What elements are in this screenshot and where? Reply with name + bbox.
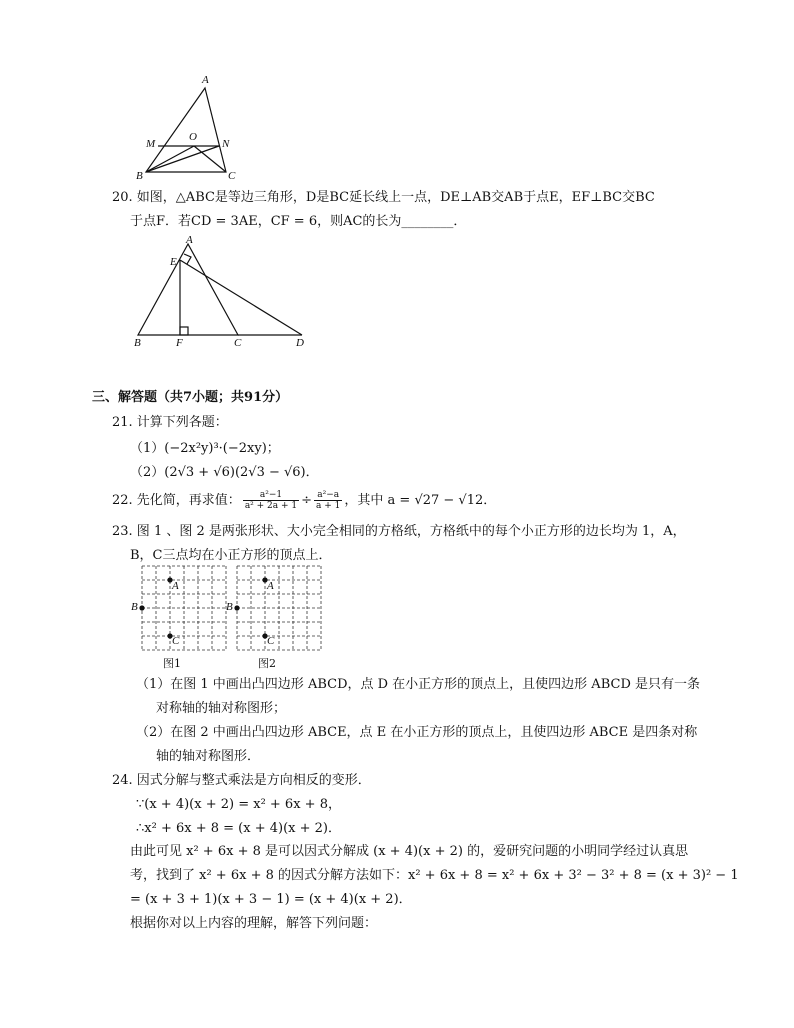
grid1-label-B: B bbox=[131, 601, 138, 613]
q24-line6: = (x + 3 + 1)(x + 3 − 1) = (x + 4)(x + 2)． bbox=[130, 892, 412, 907]
grid2-label-B: B bbox=[226, 601, 233, 613]
point-label-B: B bbox=[134, 337, 141, 349]
point-label-D: D bbox=[296, 337, 304, 349]
point-label-A: A bbox=[186, 234, 193, 246]
point-label-A: A bbox=[202, 74, 209, 86]
grid2-caption: 图2 bbox=[258, 657, 276, 670]
q24-line1: 24. 因式分解与整式乘法是方向相反的变形． bbox=[112, 773, 371, 788]
grid1-label-C: C bbox=[172, 635, 180, 647]
q23-line1: 23. 图 1 、图 2 是两张形状、大小完全相同的方格纸，方格纸中的每个小正方形的边长均为 1，A， bbox=[112, 524, 686, 539]
fraction-denominator: a + 1 bbox=[316, 501, 341, 511]
point-label-F: F bbox=[176, 337, 183, 349]
q23-line2: B，C三点均在小正方形的顶点上． bbox=[130, 548, 332, 563]
point-label-E: E bbox=[170, 256, 177, 268]
grid2-label-A: A bbox=[267, 580, 274, 592]
point-label-C: C bbox=[228, 170, 236, 182]
q23-part1-line2: 对称轴的轴对称图形； bbox=[156, 701, 287, 716]
q23-part2-line2: 轴的轴对称图形． bbox=[156, 749, 261, 764]
point-label-M: M bbox=[146, 138, 156, 150]
grid1-caption: 图1 bbox=[163, 657, 181, 670]
q20-line2: 于点F．若CD = 3AE，CF = 6，则AC的长为________． bbox=[130, 214, 467, 229]
q20-line1: 20. 如图，△ABC是等边三角形，D是BC延长线上一点，DE⊥AB交AB于点E，EF⊥BC交BC bbox=[112, 190, 655, 205]
q21-part1: （1）(−2x²y)³·(−2xy)； bbox=[130, 441, 280, 456]
q21-part2: （2）(2√3 + √6)(2√3 − √6)． bbox=[130, 465, 319, 480]
grid1-label-A: A bbox=[172, 580, 179, 592]
q22-pre: 22. 先化简，再求值： bbox=[112, 493, 241, 508]
fraction-numerator: a²−a bbox=[314, 490, 342, 501]
fraction-denominator: a² + 2a + 1 bbox=[244, 501, 298, 511]
point-label-B: B bbox=[136, 170, 143, 182]
fraction-numerator: a²−1 bbox=[243, 490, 299, 501]
q24-line5: 考，找到了 x² + 6x + 8 的因式分解方法如下：x² + 6x + 8 = x² + 6x + 3² − 3² + 8 = (x + 3)² − 1 bbox=[130, 868, 739, 883]
division-sign: ÷ bbox=[301, 493, 313, 508]
q24-line4: 由此可见 x² + 6x + 8 是可以因式分解成 (x + 4)(x + 2) 的，爱研究问题的小明同学经过认真思 bbox=[130, 844, 689, 859]
point-label-N: N bbox=[222, 138, 230, 150]
q24-line3: ∴x² + 6x + 8 = (x + 4)(x + 2)． bbox=[136, 821, 341, 836]
q21-stem: 21. 计算下列各题： bbox=[112, 415, 228, 430]
section-title: 三、解答题（共7小题；共91分） bbox=[92, 390, 289, 405]
grid2-label-C: C bbox=[267, 635, 275, 647]
point-label-O: O bbox=[189, 131, 197, 143]
q23-part2-line1: （2）在图 2 中画出凸四边形 ABCE，点 E 在小正方形的顶点上，且使四边形 ABCE 是四条对称 bbox=[136, 725, 698, 740]
q23-part1-line1: （1）在图 1 中画出凸四边形 ABCD，点 D 在小正方形的顶点上，且使四边形 ABCD 是只有一条 bbox=[136, 677, 700, 692]
point-label-C: C bbox=[234, 337, 242, 349]
q22-post: ，其中 a = √27 − √12． bbox=[344, 493, 497, 508]
q24-line2: ∵(x + 4)(x + 2) = x² + 6x + 8， bbox=[136, 797, 341, 812]
q24-line7: 根据你对以上内容的理解，解答下列问题： bbox=[130, 916, 378, 931]
